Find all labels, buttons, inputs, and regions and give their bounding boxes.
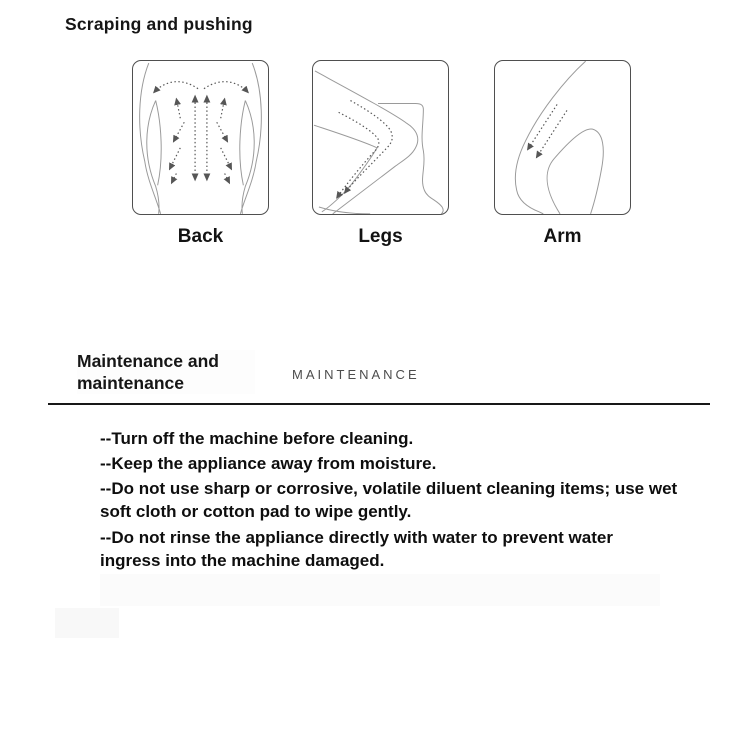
translation-artifact bbox=[55, 608, 119, 638]
figure-label-back: Back bbox=[177, 226, 224, 247]
back-figure-panel bbox=[132, 60, 269, 215]
maintenance-instruction: --Do not rinse the appliance directly with water to prevent water ingress into the machine damaged. bbox=[100, 528, 613, 570]
maintenance-instruction: --Turn off the machine before cleaning. bbox=[100, 429, 414, 448]
maintenance-instruction: --Do not use sharp or corrosive, volatile diluent cleaning items; use wet soft cloth or cotton pad to wipe gently. bbox=[100, 479, 678, 521]
legs-figure-panel bbox=[312, 60, 449, 215]
maintenance-instruction: --Keep the appliance away from moisture. bbox=[100, 454, 437, 473]
section-divider bbox=[48, 403, 710, 405]
translation-artifact bbox=[100, 574, 660, 606]
maintenance-heading: Maintenance and maintenance bbox=[77, 350, 255, 394]
back-illustration bbox=[133, 61, 268, 214]
legs-illustration bbox=[313, 61, 448, 214]
maintenance-watermark-text: MAINTENANCE bbox=[292, 367, 420, 382]
arm-illustration bbox=[495, 61, 630, 214]
maintenance-instructions-list bbox=[100, 427, 678, 574]
figure-label-legs: Legs bbox=[358, 226, 403, 247]
arm-figure-panel bbox=[494, 60, 631, 215]
figure-label-arm: Arm bbox=[543, 226, 582, 247]
section-title-scraping-and-pushing: Scraping and pushing bbox=[65, 14, 253, 34]
